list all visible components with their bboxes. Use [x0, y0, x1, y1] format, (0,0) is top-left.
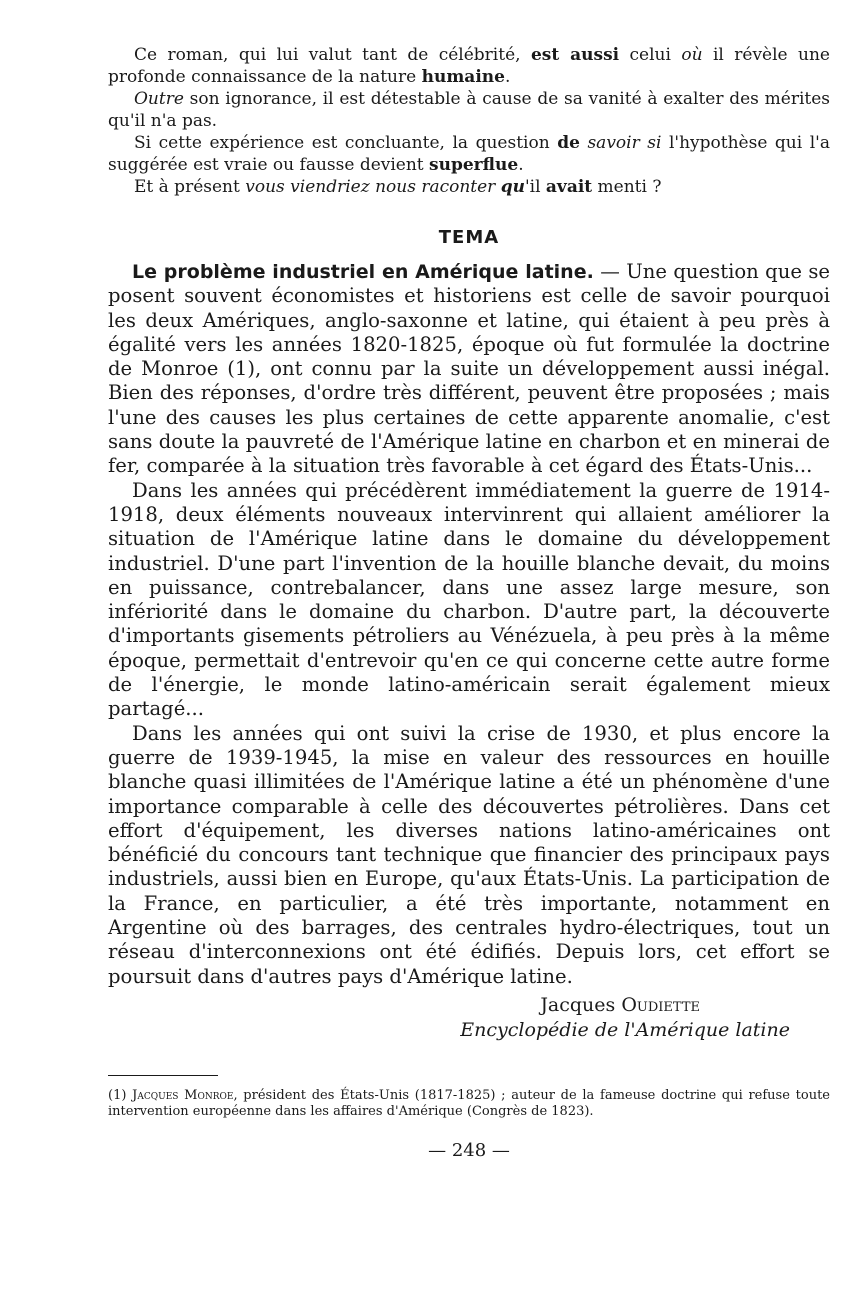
tema-paragraph-2: Dans les années qui précédèrent immédiatement la guerre de 1914-1918, deux éléments nouveaux intervinrent qui allaient améliorer la situation de l'Amérique latine dans le domaine du développement industriel. D'une part l'invention de la houille blanche devait, du moins en puissance, contrebalancer, dans une assez large mesure, son infériorité dans le domaine du charbon. D'autre part, la découverte d'importants gisements pétroliers au Vénézuela, à peu près à la même époque, permettait d'entrevoir qu'en ce qui concerne cette autre forme de l'énergie, le monde latino-américain serait également mieux partagé... — [108, 478, 830, 721]
page-number: — 248 — — [428, 1139, 510, 1161]
exercise-sentence-4: Et à présent vous viendriez nous raconter qu'il avait menti ? — [134, 177, 662, 197]
exercise-sentence-3: Si cette expérience est concluante, la question de savoir si l'hypothèse qui l'a suggérée est vraie ou fausse devient superflue. — [108, 133, 830, 175]
footnote-divider — [108, 1075, 218, 1076]
tema-text — [108, 260, 830, 989]
tema-title: Le problème industriel en Amérique latine. — [132, 261, 594, 283]
tema-paragraph-1: Le problème industriel en Amérique latine. — Une question que se posent souvent économistes et historiens est celle de savoir pourquoi les deux Amériques, anglo-saxonne et latine, qui étaient à peu près à égalité vers les années 1820-1825, époque où fut formulée la doctrine de Monroe (1), ont connu par la suite un développement aussi inégal. Bien des réponses, d'ordre très différent, peuvent être proposées ; mais l'une des causes les plus certaines de cette apparente anomalie, c'est sans doute la pauvreté de l'Amérique latine en charbon et en minerai de fer, comparée à la situation très favorable à cet égard des États-Unis... — [108, 260, 830, 478]
exercise-sentences — [108, 44, 830, 198]
source-title: Encyclopédie de l'Amérique latine — [460, 1018, 790, 1041]
footnote: (1) Jacques Monroe, président des États-Unis (1817-1825) ; auteur de la fameuse doctrine qui refuse toute intervention européenne dans les affaires d'Amérique (Congrès de 1823). — [108, 1087, 830, 1119]
exercise-sentence-2: Outre son ignorance, il est détestable à cause de sa vanité à exalter des mérites qu'il n'a pas. — [108, 89, 830, 131]
tema-paragraph-3: Dans les années qui ont suivi la crise de 1930, et plus encore la guerre de 1939-1945, la mise en valeur des ressources en houille blanche quasi illimitées de l'Amérique latine a été un phénomène d'une importance comparable à celle des découvertes pétrolières. Dans cet effort d'équipement, les diverses nations latino-américaines ont bénéficié du concours tant technique que financier des principaux pays industriels, aussi bien en Europe, qu'aux États-Unis. La participation de la France, en particulier, a été très importante, notamment en Argentine où des barrages, des centrales hydro-électriques, tout un réseau d'interconnexions ont été édifiés. Depuis lors, cet effort se poursuit dans d'autres pays d'Amérique latine. — [108, 721, 830, 988]
page — [108, 44, 830, 1162]
exercise-sentence-1: Ce roman, qui lui valut tant de célébrité, est aussi celui où il révèle une profonde connaissance de la nature humaine. — [108, 45, 830, 87]
signature — [108, 993, 830, 1043]
author-name: Jacques Oudiette — [540, 993, 700, 1016]
tema-heading: TEMA — [438, 227, 500, 248]
